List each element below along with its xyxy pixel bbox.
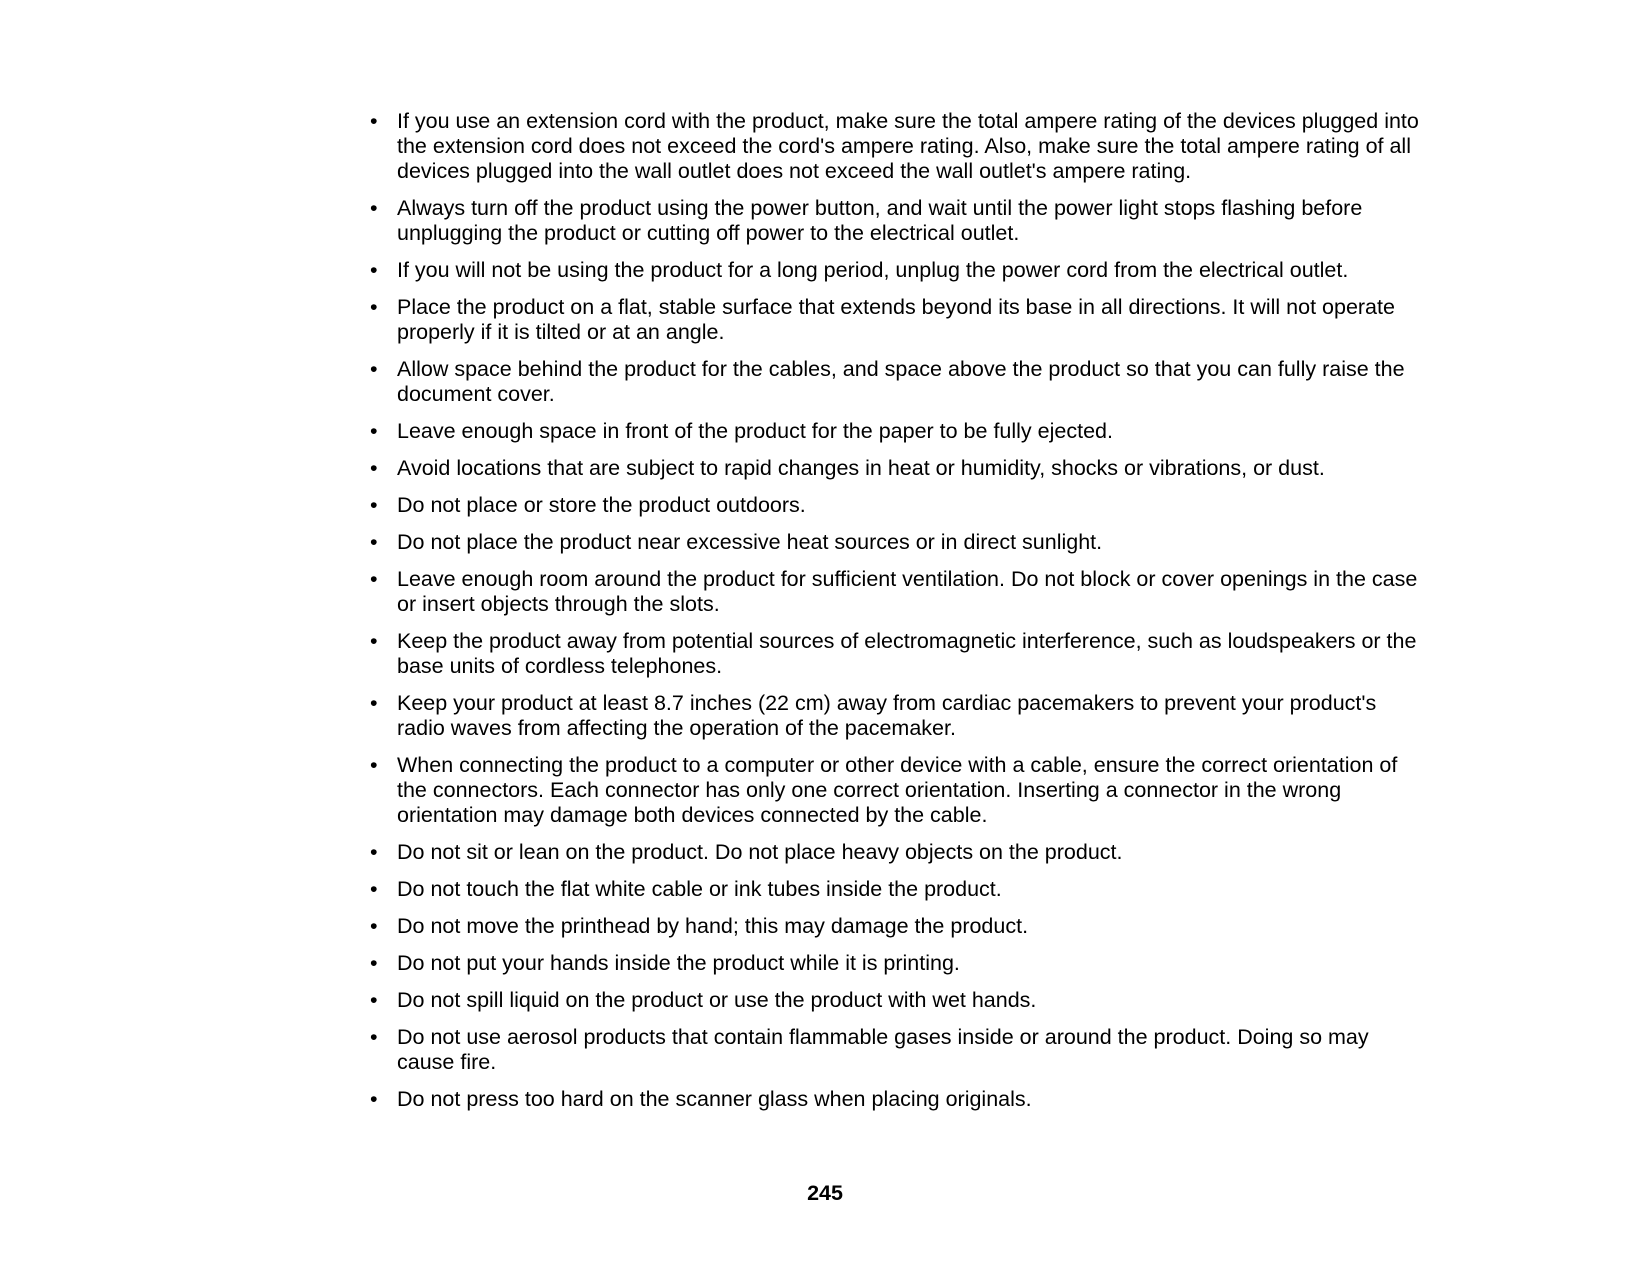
list-item [370, 914, 1430, 939]
bullet-icon: • [370, 493, 378, 517]
list-item [370, 196, 1430, 246]
bullet-icon: • [370, 951, 378, 975]
list-item-text: Do not use aerosol products that contain flammable gases inside or around the product. Doing so may cause fire. [397, 1025, 1369, 1074]
list-item [370, 419, 1430, 444]
bullet-icon: • [370, 914, 378, 938]
list-item-text: If you use an extension cord with the product, make sure the total ampere rating of the devices plugged into the extension cord does not exceed the cord's ampere rating. Also, make sure the total ampere rating of all devices plugged into the wall outlet does not exceed the wall outlet's ampere rating. [397, 109, 1419, 183]
list-item [370, 1025, 1430, 1075]
bullet-icon: • [370, 753, 378, 777]
list-item [370, 691, 1430, 741]
bullet-icon: • [370, 419, 378, 443]
list-item [370, 951, 1430, 976]
list-item [370, 629, 1430, 679]
list-item [370, 840, 1430, 865]
bullet-icon: • [370, 196, 378, 220]
list-item [370, 456, 1430, 481]
list-item-text: Do not place the product near excessive heat sources or in direct sunlight. [397, 530, 1103, 554]
list-item-text: Place the product on a flat, stable surface that extends beyond its base in all directions. It will not operate properly if it is tilted or at an angle. [397, 295, 1395, 344]
bullet-icon: • [370, 357, 378, 381]
list-item-text: Do not spill liquid on the product or use the product with wet hands. [397, 988, 1037, 1012]
list-item [370, 988, 1430, 1013]
list-item-text: Always turn off the product using the power button, and wait until the power light stops flashing before unplugging the product or cutting off power to the electrical outlet. [397, 196, 1363, 245]
bullet-icon: • [370, 877, 378, 901]
list-item [370, 295, 1430, 345]
list-item [370, 493, 1430, 518]
list-item [370, 109, 1430, 184]
bullet-icon: • [370, 295, 378, 319]
list-item-text: Avoid locations that are subject to rapid changes in heat or humidity, shocks or vibrations, or dust. [397, 456, 1325, 480]
list-item [370, 753, 1430, 828]
list-item-text: Do not put your hands inside the product while it is printing. [397, 951, 960, 975]
bullet-icon: • [370, 567, 378, 591]
bullet-icon: • [370, 1087, 378, 1111]
bullet-icon: • [370, 691, 378, 715]
bullet-icon: • [370, 1025, 378, 1049]
list-item-text: When connecting the product to a computer or other device with a cable, ensure the correct orientation of the connectors. Each connector has only one correct orientation. Inserting a connector in the wrong orientation may damage both devices connected by the cable. [397, 753, 1398, 827]
safety-instructions-list [370, 109, 1430, 1124]
list-item-text: Do not touch the flat white cable or ink tubes inside the product. [397, 877, 1002, 901]
list-item-text: Allow space behind the product for the cables, and space above the product so that you can fully raise the document cover. [397, 357, 1405, 406]
list-item [370, 530, 1430, 555]
bullet-icon: • [370, 840, 378, 864]
list-item-text: Leave enough room around the product for sufficient ventilation. Do not block or cover openings in the case or insert objects through the slots. [397, 567, 1418, 616]
list-item-text: If you will not be using the product for a long period, unplug the power cord from the electrical outlet. [397, 258, 1349, 282]
list-item [370, 877, 1430, 902]
list-item-text: Keep the product away from potential sources of electromagnetic interference, such as loudspeakers or the base units of cordless telephones. [397, 629, 1417, 678]
list-item [370, 1087, 1430, 1112]
bullet-icon: • [370, 258, 378, 282]
list-item-text: Do not move the printhead by hand; this may damage the product. [397, 914, 1029, 938]
list-item-text: Do not press too hard on the scanner glass when placing originals. [397, 1087, 1032, 1111]
list-item-text: Keep your product at least 8.7 inches (22 cm) away from cardiac pacemakers to prevent your product's radio waves from affecting the operation of the pacemaker. [397, 691, 1377, 740]
bullet-icon: • [370, 109, 378, 133]
list-item [370, 567, 1430, 617]
page-number: 245 [807, 1181, 843, 1205]
list-item [370, 258, 1430, 283]
list-item-text: Do not place or store the product outdoors. [397, 493, 806, 517]
list-item-text: Leave enough space in front of the product for the paper to be fully ejected. [397, 419, 1113, 443]
bullet-icon: • [370, 629, 378, 653]
list-item-text: Do not sit or lean on the product. Do not place heavy objects on the product. [397, 840, 1123, 864]
list-item [370, 357, 1430, 407]
bullet-icon: • [370, 456, 378, 480]
bullet-icon: • [370, 530, 378, 554]
bullet-icon: • [370, 988, 378, 1012]
